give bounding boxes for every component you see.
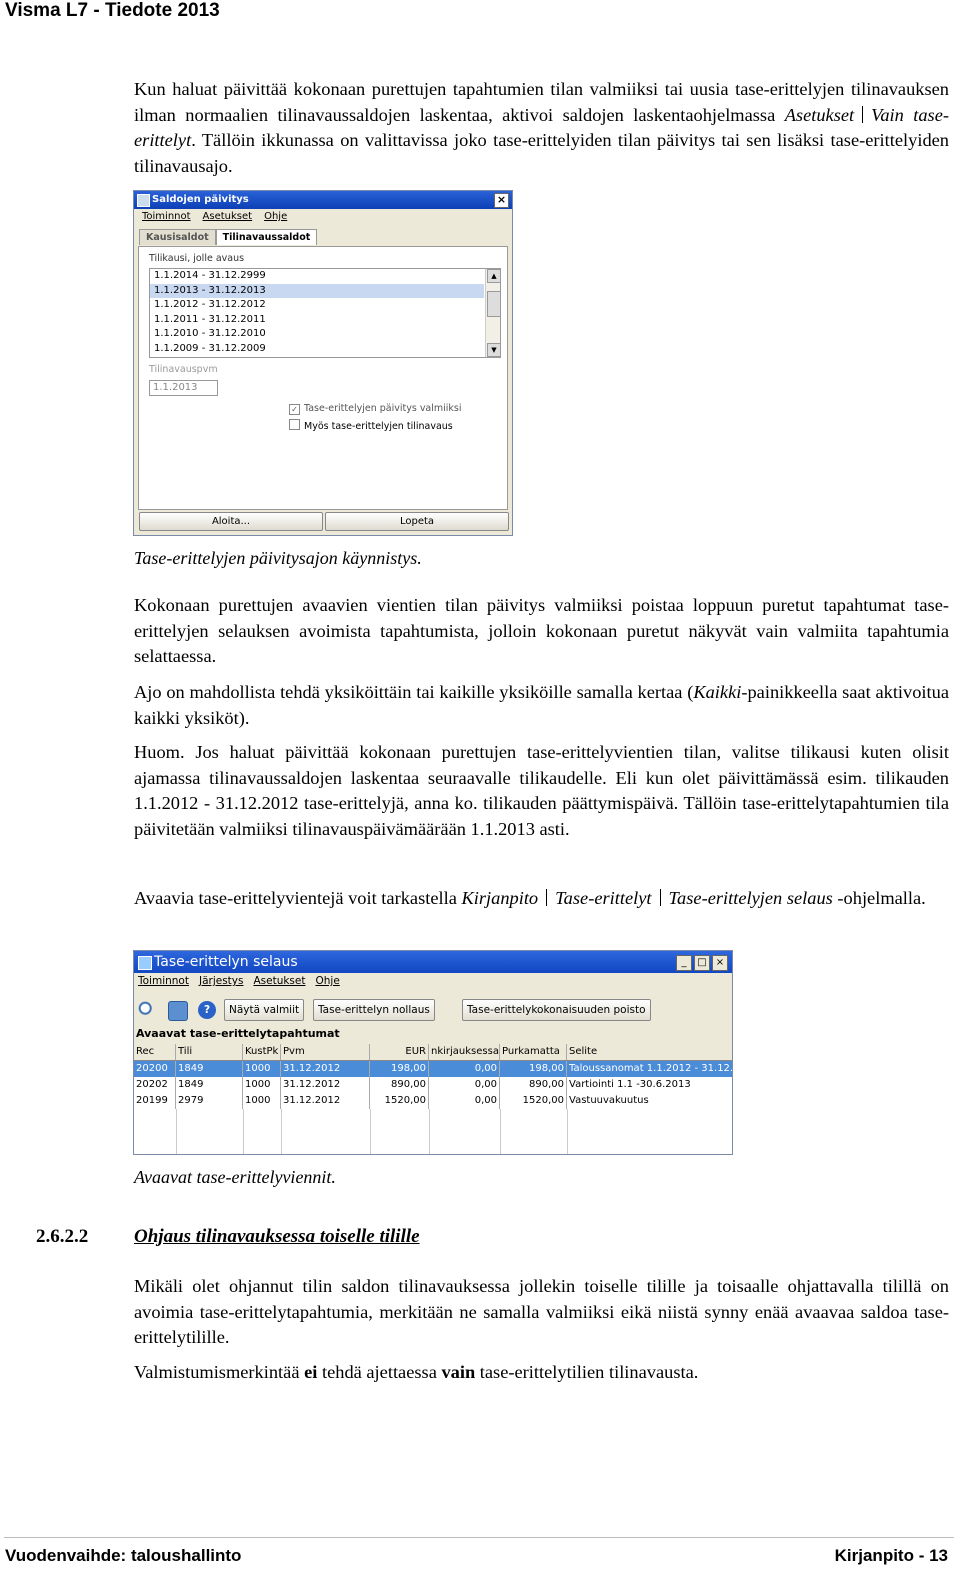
figure-caption: Tase-erittelyjen päivitysajon käynnistys. (134, 548, 422, 568)
cell: 31.12.2012 (281, 1061, 370, 1077)
grid-line (567, 1109, 568, 1154)
paragraph (134, 1360, 949, 1386)
cell: 20202 (134, 1077, 176, 1093)
text: -ohjelmalla. (832, 888, 926, 908)
cell: 1849 (176, 1061, 243, 1077)
menu-ref: Kirjanpito (461, 888, 539, 908)
window-title: Saldojen päivitys (152, 194, 249, 205)
tab-kausisaldot[interactable]: Kausisaldot (139, 229, 216, 245)
column-header[interactable]: Rec (134, 1044, 176, 1060)
list-item[interactable]: 1.1.2014 - 31.12.2999 (154, 270, 266, 281)
text: tehdä ajettaessa (317, 1362, 442, 1382)
cell: 1000 (243, 1061, 281, 1077)
menubar (134, 973, 732, 990)
cell: 1520,00 (500, 1093, 567, 1109)
figure-caption: Avaavat tase-erittelyviennit. (134, 1167, 336, 1187)
tab-panel (138, 246, 508, 510)
opening-date-field[interactable]: 1.1.2013 (149, 380, 218, 396)
italic-term: Kaikki (693, 682, 742, 702)
cell: 20200 (134, 1061, 176, 1077)
section-number: 2.6.2.2 (36, 1226, 89, 1247)
cell: 1000 (243, 1077, 281, 1093)
menu-ohje[interactable]: Ohje (264, 211, 288, 222)
bold-term: vain (441, 1362, 476, 1382)
list-scrollbar[interactable] (485, 269, 500, 357)
cell: 0,00 (429, 1093, 500, 1109)
window-title: Tase-erittelyn selaus (154, 954, 298, 970)
cell: 1849 (176, 1077, 243, 1093)
table-row[interactable] (134, 1077, 732, 1093)
column-header[interactable]: KustPk (243, 1044, 281, 1060)
cell: 31.12.2012 (281, 1077, 370, 1093)
grid-header-row (134, 1044, 732, 1061)
app-icon (138, 956, 152, 970)
cell: 198,00 (370, 1061, 429, 1077)
list-item[interactable]: 1.1.2009 - 31.12.2009 (154, 342, 266, 354)
text: . Tällöin ikkunassa on valittavissa joko tase-erittelyiden tilan päivitys tai sen lisäksi tase-erittelyiden tilinavausajo. (134, 130, 949, 176)
list-item[interactable]: 1.1.2011 - 31.12.2011 (154, 313, 266, 325)
column-header[interactable]: Purkamatta (500, 1044, 567, 1060)
text: tase-erittelytilien tilinavausta. (475, 1362, 699, 1382)
period-list[interactable] (149, 268, 501, 358)
start-button[interactable]: Aloita... (139, 512, 323, 531)
menu-asetukset[interactable]: Asetukset (202, 211, 253, 222)
cell: 890,00 (370, 1077, 429, 1093)
separator (660, 889, 661, 906)
cell: 20199 (134, 1093, 176, 1109)
text: -painikkeella saat aktivoitua kaikki yksiköt). (134, 682, 950, 728)
cell: 2979 (176, 1093, 243, 1109)
checkbox-label: Myös tase-erittelyjen tilinavaus (304, 421, 453, 432)
menu-ref: Tase-erittelyjen selaus (668, 888, 833, 908)
app-icon (137, 194, 150, 207)
cell: 198,00 (500, 1061, 567, 1077)
footer-divider (4, 1537, 954, 1538)
reset-button[interactable]: Tase-erittelyn nollaus (313, 999, 435, 1021)
cell: 1520,00 (370, 1093, 429, 1109)
tase-erittelyn-selaus-window (133, 950, 759, 1155)
note-paragraph: Huom. Jos haluat päivittää kokonaan purettujen tase-erittelyvientien tilan, valitse tilikausi kuten olisit ajamassa tilinavaussaldojen laskentaa seuraavalle tilikaudelle. Eli kun olet päivittämässä esim. tilikauden 1.1.2012 - 31.12.2012 tase-erittelyjä, anna ko. tilikauden päättymispäivä. Tällöin tase-erittelytapahtumien tila päivitetään valmiiksi tilinavauspäivämäärään 1.1.2013 asti. (134, 742, 949, 839)
period-list-label: Tilikausi, jolle avaus (149, 253, 245, 264)
scroll-up-icon[interactable]: ▲ (487, 269, 501, 283)
menubar (134, 209, 512, 225)
separator (862, 106, 863, 123)
grid-line (429, 1109, 430, 1154)
stop-button[interactable]: Lopeta (325, 512, 509, 531)
close-icon[interactable]: × (494, 193, 509, 208)
search-icon[interactable] (138, 1001, 156, 1019)
tab-strip (139, 229, 317, 246)
data-grid[interactable] (134, 1044, 759, 1154)
bold-term: ei (304, 1362, 318, 1382)
column-header[interactable]: Selite (569, 1046, 598, 1057)
text: Valmistumismerkintää (134, 1362, 305, 1382)
menu-toiminnot[interactable]: Toiminnot (138, 975, 189, 987)
text: Ajo on mahdollista tehdä yksiköittäin tai kaikille yksiköille samalla kertaa ( (134, 682, 694, 702)
column-header[interactable]: Pvm (281, 1044, 370, 1060)
minimize-icon[interactable]: _ (676, 955, 692, 971)
section-title: Ohjaus tilinavauksessa toiselle tilille (134, 1226, 420, 1247)
cell: 31.12.2012 (281, 1093, 370, 1109)
cell: 1000 (243, 1093, 281, 1109)
cell: 0,00 (429, 1061, 500, 1077)
page-header-title: Visma L7 - Tiedote 2013 (5, 0, 220, 21)
table-row-selected[interactable] (134, 1061, 759, 1077)
text: Avaavia tase-erittelyvientejä voit tarkastella (134, 888, 462, 908)
export-icon[interactable] (168, 1001, 188, 1021)
checkbox-icon[interactable] (289, 419, 300, 430)
cell: 890,00 (500, 1077, 567, 1093)
scroll-down-icon[interactable]: ▼ (487, 343, 501, 357)
saldojen-paivitys-window (133, 190, 513, 536)
cell: Taloussanomat 1.1.2012 - 31.12.2012 (569, 1063, 759, 1074)
menu-toiminnot[interactable]: Toiminnot (142, 211, 191, 222)
checkbox-update-ready[interactable] (289, 403, 462, 415)
grid-line (281, 1109, 282, 1154)
cell: 0,00 (429, 1077, 500, 1093)
help-icon[interactable]: ? (198, 1001, 216, 1019)
close-icon[interactable]: × (712, 955, 728, 971)
paragraph: Mikäli olet ohjannut tilin saldon tilinavauksessa jollekin toiselle tilille ja toisaalle ohjattavalla tilillä on avoimia tase-erittelytapahtumia, merkitään ne samalla valmiiksi eikä niistä synny enää avaavaa saldoa tase-erittelytilille. (134, 1276, 949, 1348)
list-item-selected[interactable]: 1.1.2013 - 31.12.2013 (150, 284, 484, 299)
cell: Vartiointi 1.1 -30.6.2013 (569, 1079, 691, 1090)
list-item[interactable]: 1.1.2012 - 31.12.2012 (154, 299, 266, 310)
menu-ref: Tase-erittelyt (555, 888, 652, 908)
menu-ohje[interactable]: Ohje (315, 975, 340, 987)
tab-tilinavaussaldot[interactable]: Tilinavaussaldot (216, 229, 318, 245)
checkbox-checked-icon[interactable]: ✓ (289, 404, 300, 415)
separator (546, 889, 547, 906)
cell: Vastuuvakuutus (569, 1095, 649, 1106)
grid-line (176, 1109, 177, 1154)
window-titlebar (134, 951, 732, 973)
checkbox-label: Tase-erittelyjen päivitys valmiiksi (304, 403, 462, 414)
grid-line (500, 1109, 501, 1154)
list-item[interactable]: 1.1.2010 - 31.12.2010 (154, 328, 266, 339)
menu-asetukset[interactable]: Asetukset (253, 975, 306, 987)
paragraph (134, 680, 949, 731)
checkbox-also-opening[interactable] (289, 419, 453, 432)
window-titlebar (134, 191, 512, 209)
paragraph (134, 886, 949, 912)
opening-date-label: Tilinavauspvm (149, 364, 218, 375)
column-header[interactable]: Tili (176, 1044, 243, 1060)
paragraph: Kokonaan purettujen avaavien vientien tilan päivitys valmiiksi poistaa loppuun puretut tapahtumat tase-erittelyjen selauksen avoimista tapahtumista, jolloin kokonaan puretut näkyvät vain valmiita tapahtumia selattaessa. (134, 595, 949, 667)
menu-jarjestys[interactable]: Järjestys (198, 975, 244, 987)
scroll-thumb[interactable] (487, 291, 501, 317)
footer-right: Kirjanpito - 13 (834, 1546, 948, 1565)
toolbar (134, 997, 732, 1023)
grid-title: Avaavat tase-erittelytapahtumat (136, 1027, 340, 1040)
delete-entity-button[interactable]: Tase-erittelykokonaisuuden poisto (462, 999, 651, 1021)
grid-line (243, 1109, 244, 1154)
intro-paragraph (134, 77, 949, 179)
column-header[interactable]: nkirjauksessa (429, 1044, 500, 1060)
menu-ref: Asetukset (784, 104, 855, 125)
column-header[interactable]: EUR (370, 1044, 429, 1060)
menu-ref: Vain tase-erittelyt (134, 104, 950, 151)
text: Kun haluat päivittää kokonaan purettujen tapahtumien tilan valmiiksi tai uusia tase-erittelyjen tilinavauksen ilman normaalien tilinavaussaldojen laskentaa, aktivoi saldojen laskentaohjelmassa (134, 79, 949, 125)
show-ready-button[interactable]: Näytä valmiit (224, 999, 304, 1021)
footer-left: Vuodenvaihde: taloushallinto (5, 1546, 242, 1565)
maximize-icon[interactable]: □ (694, 955, 710, 971)
grid-line (370, 1109, 371, 1154)
table-row[interactable] (134, 1093, 732, 1109)
